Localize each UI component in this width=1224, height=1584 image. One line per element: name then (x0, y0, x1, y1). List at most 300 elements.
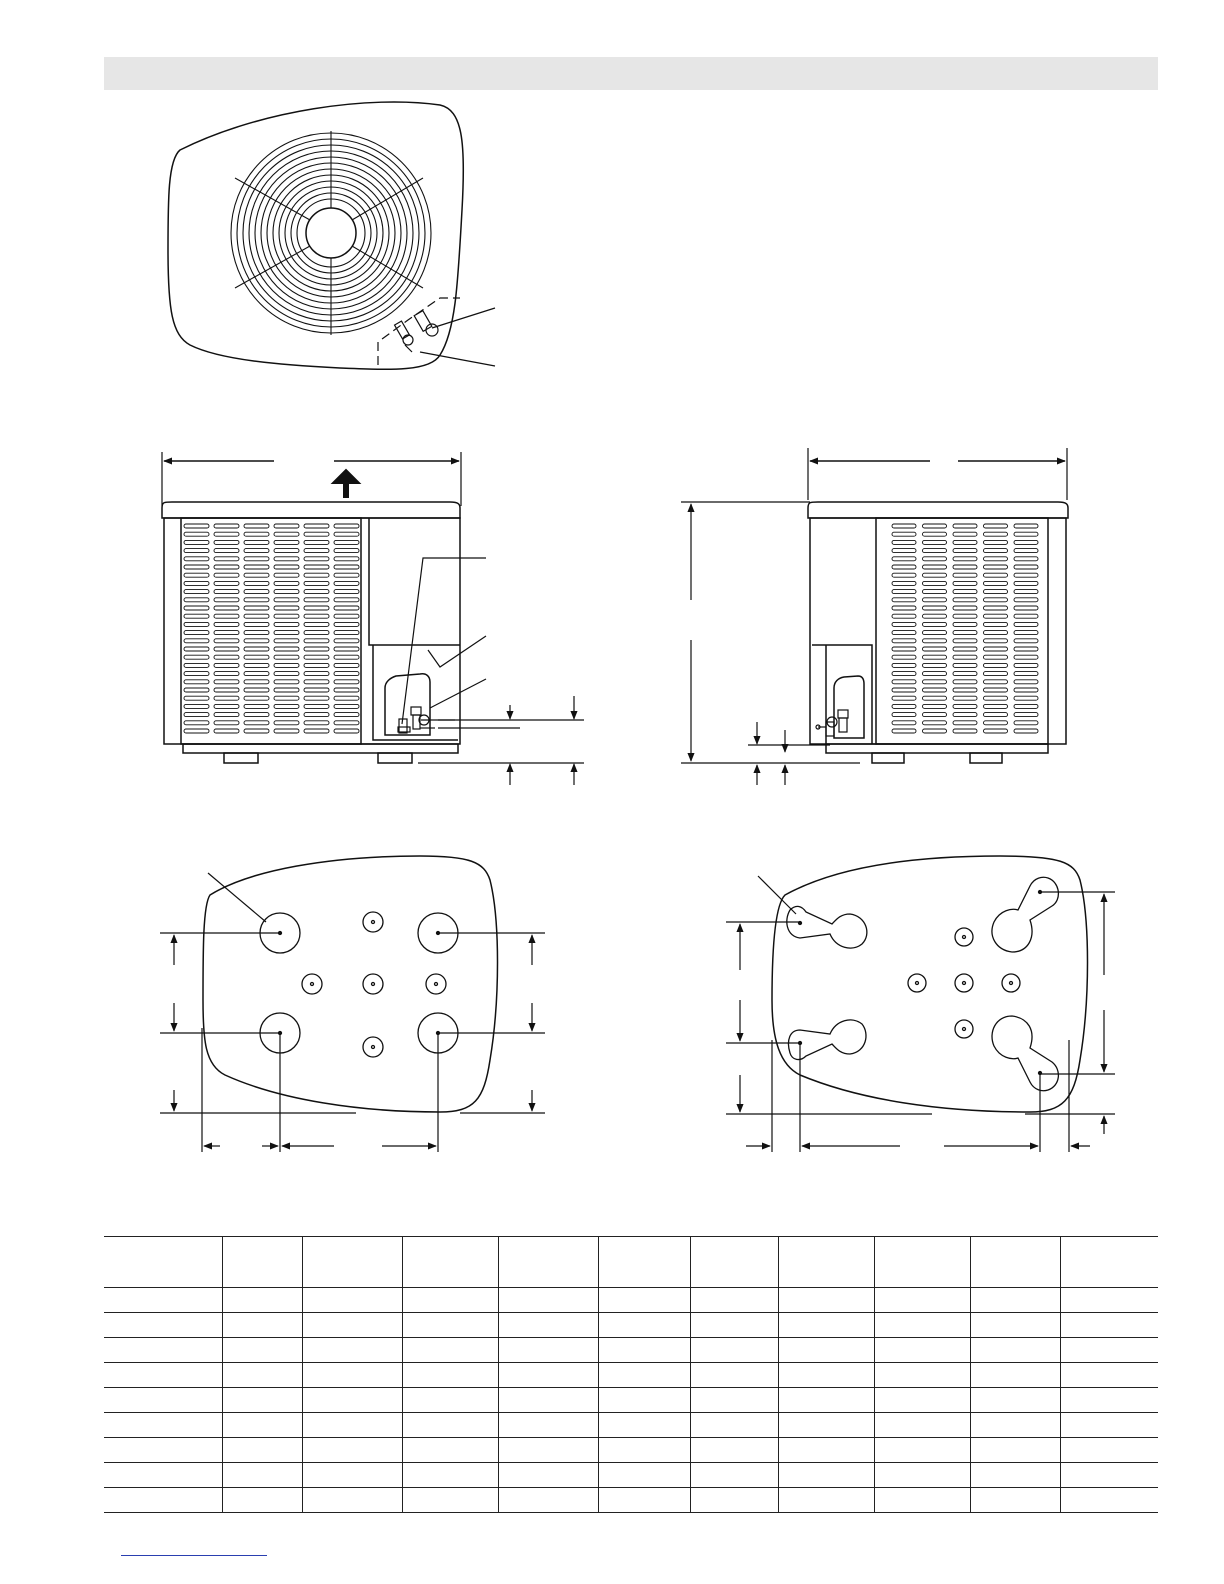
louver-slot (184, 713, 209, 717)
side-elevation (681, 448, 1068, 785)
louver-slot (304, 713, 329, 717)
louver-slot (1014, 721, 1038, 725)
louver-slot (892, 549, 916, 553)
louver-slot (892, 565, 916, 569)
table-cell (104, 1338, 222, 1363)
louver-slot (334, 606, 359, 610)
louver-slot (892, 557, 916, 561)
louver-slot (923, 532, 947, 536)
table-row (104, 1313, 1158, 1338)
louver-slot (953, 696, 977, 700)
louver-slot (274, 565, 299, 569)
louver-slot (244, 557, 269, 561)
table-cell (690, 1463, 778, 1488)
table-cell (1060, 1388, 1158, 1413)
louver-slot (953, 532, 977, 536)
table-cell (402, 1363, 498, 1388)
louver-slot (214, 631, 239, 635)
table-row (104, 1288, 1158, 1313)
louver-slot (923, 581, 947, 585)
louver-slot (334, 565, 359, 569)
louver-slot (214, 729, 239, 733)
table-cell (598, 1488, 690, 1513)
louver-slot (304, 606, 329, 610)
louver-slot (334, 704, 359, 708)
louver-slot (984, 581, 1008, 585)
louver-slot (953, 721, 977, 725)
table-header-cell (302, 1237, 402, 1288)
table-cell (970, 1463, 1060, 1488)
table-cell (222, 1488, 302, 1513)
table-cell (874, 1288, 970, 1313)
louver-slot (892, 631, 916, 635)
louver-slot (953, 614, 977, 618)
table-cell (302, 1438, 402, 1463)
louver-slot (1014, 639, 1038, 643)
table-cell (104, 1413, 222, 1438)
table-cell (690, 1288, 778, 1313)
louver-slot (334, 672, 359, 676)
table-header-cell (690, 1237, 778, 1288)
louver-slot (214, 639, 239, 643)
table-cell (402, 1313, 498, 1338)
louver-slot (953, 598, 977, 602)
louver-slot (244, 647, 269, 651)
footer-link[interactable] (121, 1555, 267, 1556)
louver-slot (334, 590, 359, 594)
louver-slot (923, 672, 947, 676)
louver-slot (892, 614, 916, 618)
table-cell (302, 1338, 402, 1363)
louver-slot (184, 532, 209, 536)
louver-slot (923, 590, 947, 594)
louver-slot (984, 622, 1008, 626)
louver-slot (334, 598, 359, 602)
louver-slot (953, 631, 977, 635)
louver-slot (923, 704, 947, 708)
louver-slot (953, 647, 977, 651)
louver-slot (1014, 696, 1038, 700)
table-cell (970, 1313, 1060, 1338)
louver-slot (984, 688, 1008, 692)
table-cell (302, 1313, 402, 1338)
louver-slot (214, 672, 239, 676)
louver-slot (304, 639, 329, 643)
louver-slot (184, 524, 209, 528)
louver-slot (953, 549, 977, 553)
louver-slot (1014, 672, 1038, 676)
louver-slot (892, 672, 916, 676)
table-cell (498, 1388, 598, 1413)
louver-slot (274, 631, 299, 635)
louver-slot (184, 696, 209, 700)
louver-slot (304, 590, 329, 594)
louver-slot (334, 655, 359, 659)
table-cell (498, 1313, 598, 1338)
louver-slot (923, 598, 947, 602)
table-cell (690, 1488, 778, 1513)
table-cell (1060, 1488, 1158, 1513)
louver-slot (334, 721, 359, 725)
table-row (104, 1463, 1158, 1488)
table-cell (222, 1338, 302, 1363)
louver-slot (244, 704, 269, 708)
louver-slot (184, 729, 209, 733)
louver-slot (953, 565, 977, 569)
louver-slot (274, 663, 299, 667)
louver-slot (984, 721, 1008, 725)
louver-slot (892, 721, 916, 725)
table-row (104, 1488, 1158, 1513)
louver-slot (892, 704, 916, 708)
table-cell (104, 1488, 222, 1513)
table-header-cell (970, 1237, 1060, 1288)
louver-slot (304, 540, 329, 544)
louver-slot (274, 729, 299, 733)
service-valve-icon (395, 311, 438, 352)
louver-slot (923, 655, 947, 659)
louver-slot (984, 614, 1008, 618)
louver-slot (274, 672, 299, 676)
louver-slot (984, 606, 1008, 610)
table-cell (222, 1288, 302, 1313)
louver-slot (984, 532, 1008, 536)
louver-slot (244, 573, 269, 577)
louver-slot (244, 672, 269, 676)
louver-slot (244, 549, 269, 553)
table-cell (1060, 1413, 1158, 1438)
table-cell (498, 1463, 598, 1488)
louver-slot (984, 598, 1008, 602)
louver-slot (923, 524, 947, 528)
louver-slot (274, 540, 299, 544)
louver-slot (184, 647, 209, 651)
louver-slot (304, 704, 329, 708)
table-cell (690, 1313, 778, 1338)
louver-slot (984, 590, 1008, 594)
table-cell (970, 1288, 1060, 1313)
louver-slot (334, 557, 359, 561)
louver-slot (304, 557, 329, 561)
table-cell (302, 1363, 402, 1388)
louver-slot (892, 581, 916, 585)
louver-slot (1014, 680, 1038, 684)
table-cell (690, 1388, 778, 1413)
louver-slot (984, 647, 1008, 651)
louver-slot (892, 680, 916, 684)
louver-slot (1014, 565, 1038, 569)
table-cell (778, 1438, 874, 1463)
table-row (104, 1363, 1158, 1388)
base-view-left (160, 856, 545, 1152)
louver-slot (214, 680, 239, 684)
louver-slot (214, 598, 239, 602)
table-header-cell (222, 1237, 302, 1288)
louver-slot (892, 524, 916, 528)
louver-slot (1014, 557, 1038, 561)
table-cell (498, 1338, 598, 1363)
louver-slot (214, 590, 239, 594)
louver-slot (274, 606, 299, 610)
louver-slot (953, 581, 977, 585)
table-cell (690, 1438, 778, 1463)
louver-slot (1014, 729, 1038, 733)
louver-slot (214, 606, 239, 610)
table-cell (104, 1463, 222, 1488)
louver-slot (334, 663, 359, 667)
louver-slot (1014, 622, 1038, 626)
louver-slot (274, 590, 299, 594)
louver-slot (274, 614, 299, 618)
table-cell (598, 1338, 690, 1363)
louver-slot (334, 729, 359, 733)
louver-slot (1014, 655, 1038, 659)
louver-slot (334, 696, 359, 700)
louver-slot (184, 704, 209, 708)
louver-slot (214, 704, 239, 708)
table-cell (778, 1413, 874, 1438)
louver-slot (984, 663, 1008, 667)
louver-slot (214, 713, 239, 717)
louver-slot (892, 729, 916, 733)
louver-slot (953, 655, 977, 659)
louver-slot (1014, 688, 1038, 692)
louver-slot (984, 631, 1008, 635)
louver-slot (1014, 540, 1038, 544)
louver-slot (304, 688, 329, 692)
table-cell (1060, 1463, 1158, 1488)
table-cell (104, 1388, 222, 1413)
louver-slot (304, 573, 329, 577)
table-cell (402, 1463, 498, 1488)
louver-slot (304, 524, 329, 528)
louver-slot (1014, 549, 1038, 553)
louver-slot (214, 663, 239, 667)
table-header-row (104, 1237, 1158, 1288)
louver-slot (923, 549, 947, 553)
table-cell (874, 1388, 970, 1413)
louver-slot (214, 565, 239, 569)
service-valve-icon (816, 710, 848, 736)
louver-slot (184, 606, 209, 610)
louver-slot (304, 549, 329, 553)
louver-slot (304, 622, 329, 626)
table-cell (778, 1313, 874, 1338)
table-cell (598, 1438, 690, 1463)
table-cell (302, 1388, 402, 1413)
louver-slot (274, 688, 299, 692)
louver-slot (304, 631, 329, 635)
louver-slot (244, 540, 269, 544)
louver-slot (214, 532, 239, 536)
louver-slot (214, 721, 239, 725)
louver-slot (953, 704, 977, 708)
table-cell (874, 1413, 970, 1438)
louver-slot (214, 557, 239, 561)
louver-slot (274, 680, 299, 684)
louver-slot (953, 688, 977, 692)
table-header-cell (402, 1237, 498, 1288)
louver-slot (923, 631, 947, 635)
louver-slot (1014, 614, 1038, 618)
louver-slot (984, 524, 1008, 528)
louver-slot (953, 622, 977, 626)
louver-slot (214, 540, 239, 544)
louver-slot (984, 639, 1008, 643)
base-view-right (726, 856, 1115, 1152)
table-cell (1060, 1288, 1158, 1313)
fan-guard-icon (231, 131, 431, 335)
louver-slot (184, 549, 209, 553)
table-header-cell (598, 1237, 690, 1288)
louver-slot (923, 721, 947, 725)
top-view (168, 102, 495, 369)
table-cell (970, 1363, 1060, 1388)
louver-slot (274, 704, 299, 708)
louver-slot (244, 590, 269, 594)
louver-slot (892, 590, 916, 594)
louver-slot (214, 696, 239, 700)
louver-slot (334, 540, 359, 544)
table-header-cell (104, 1237, 222, 1288)
louver-slot (334, 532, 359, 536)
table-row (104, 1413, 1158, 1438)
louver-slot (984, 704, 1008, 708)
louver-slot (304, 680, 329, 684)
louver-slot (214, 614, 239, 618)
louver-slot (214, 581, 239, 585)
table-cell (690, 1363, 778, 1388)
louver-slot (244, 598, 269, 602)
louver-slot (984, 672, 1008, 676)
louver-slot (274, 713, 299, 717)
table-cell (778, 1288, 874, 1313)
louver-slot (953, 713, 977, 717)
table-cell (778, 1463, 874, 1488)
louver-slot (984, 565, 1008, 569)
louver-slot (184, 598, 209, 602)
louver-slot (892, 647, 916, 651)
table-cell (690, 1413, 778, 1438)
louver-slot (1014, 647, 1038, 651)
table-cell (874, 1438, 970, 1463)
table-cell (402, 1388, 498, 1413)
table-cell (690, 1338, 778, 1363)
louver-slot (334, 631, 359, 635)
louver-slot (244, 581, 269, 585)
louver-slot (984, 557, 1008, 561)
table-row (104, 1388, 1158, 1413)
louver-slot (923, 606, 947, 610)
table-cell (874, 1338, 970, 1363)
table-header-cell (1060, 1237, 1158, 1288)
louver-slot (184, 721, 209, 725)
louver-slot (334, 622, 359, 626)
table-row (104, 1338, 1158, 1363)
louver-slot (274, 532, 299, 536)
table-cell (222, 1413, 302, 1438)
louver-slot (892, 639, 916, 643)
table-cell (970, 1438, 1060, 1463)
table-cell (598, 1413, 690, 1438)
table-cell (1060, 1438, 1158, 1463)
louver-slot (892, 540, 916, 544)
louver-slot (892, 532, 916, 536)
louver-slot (214, 622, 239, 626)
table-cell (1060, 1363, 1158, 1388)
louver-slot (953, 680, 977, 684)
table-cell (104, 1288, 222, 1313)
louver-slot (923, 639, 947, 643)
table-cell (302, 1463, 402, 1488)
louver-slot (304, 565, 329, 569)
louver-slot (1014, 573, 1038, 577)
louver-slot (244, 663, 269, 667)
louver-slot (923, 614, 947, 618)
louver-slot (244, 622, 269, 626)
louver-slot (184, 573, 209, 577)
louver-slot (923, 540, 947, 544)
louver-slot (244, 713, 269, 717)
louver-slot (184, 655, 209, 659)
louver-slot (184, 557, 209, 561)
louver-slot (953, 606, 977, 610)
arrow-up-icon (333, 470, 359, 497)
louver-slot (274, 557, 299, 561)
louver-slot (214, 524, 239, 528)
table-cell (104, 1438, 222, 1463)
louver-slot (274, 573, 299, 577)
louver-slot (184, 581, 209, 585)
table-header-cell (498, 1237, 598, 1288)
louver-slot (334, 639, 359, 643)
louver-slot (184, 565, 209, 569)
louver-slot (244, 696, 269, 700)
table-cell (778, 1388, 874, 1413)
louver-slot (274, 524, 299, 528)
louver-slot (892, 696, 916, 700)
louver-slot (923, 622, 947, 626)
louver-slot (334, 573, 359, 577)
louver-panel (892, 524, 1038, 733)
table-cell (498, 1363, 598, 1388)
table-cell (222, 1438, 302, 1463)
louver-slot (1014, 631, 1038, 635)
table-cell (874, 1463, 970, 1488)
louver-slot (923, 557, 947, 561)
louver-slot (892, 606, 916, 610)
louver-slot (184, 663, 209, 667)
table-cell (874, 1363, 970, 1388)
louver-slot (304, 598, 329, 602)
louver-slot (274, 721, 299, 725)
dimensions-table (104, 1236, 1158, 1513)
louver-slot (923, 647, 947, 651)
table-cell (222, 1313, 302, 1338)
louver-slot (334, 647, 359, 651)
louver-slot (244, 639, 269, 643)
louver-slot (334, 680, 359, 684)
louver-slot (1014, 581, 1038, 585)
louver-slot (953, 663, 977, 667)
louver-slot (892, 598, 916, 602)
louver-slot (1014, 532, 1038, 536)
louver-slot (184, 639, 209, 643)
louver-slot (1014, 598, 1038, 602)
table-header-cell (874, 1237, 970, 1288)
louver-slot (184, 631, 209, 635)
table-cell (104, 1313, 222, 1338)
